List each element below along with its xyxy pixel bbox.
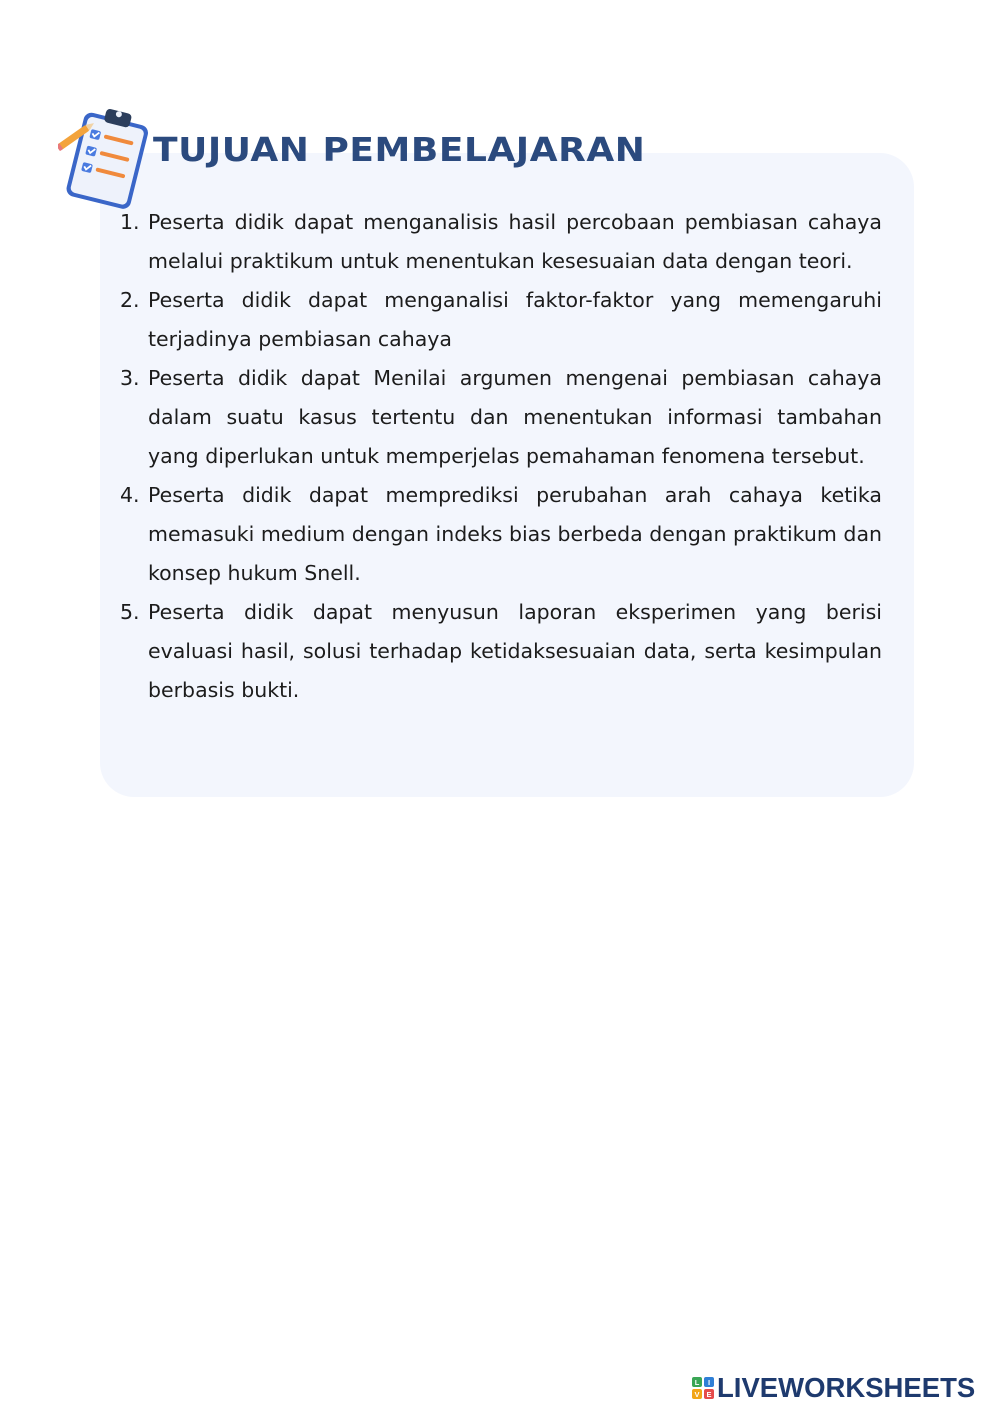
list-item	[120, 593, 882, 710]
clipboard-checklist-icon	[58, 104, 158, 214]
list-item-text: Peserta didik dapat Menilai argumen mengenai pembiasan cahaya dalam suatu kasus tertentu dan menentukan informasi tambahan yang diperlukan untuk memperjelas pemahaman fenomena tersebut.	[148, 366, 882, 468]
logo-letter: L	[694, 1378, 700, 1387]
liveworksheets-logo-icon	[692, 1377, 714, 1399]
list-item	[120, 359, 882, 476]
logo-letter: I	[707, 1378, 711, 1387]
brand-name: LIVEWORKSHEETS	[717, 1372, 976, 1403]
learning-objectives-list	[120, 203, 882, 710]
list-item-text: Peserta didik dapat menganalisis hasil percobaan pembiasan cahaya melalui praktikum untuk menentukan kesesuaian data dengan teori.	[148, 210, 882, 273]
list-item-text: Peserta didik dapat menganalisi faktor-faktor yang memengaruhi terjadinya pembiasan cahaya	[148, 288, 882, 351]
list-item-number: 2.	[120, 288, 140, 312]
list-item-text: Peserta didik dapat menyusun laporan eksperimen yang berisi evaluasi hasil, solusi terhadap ketidaksesuaian data, serta kesimpulan berbasis bukti.	[148, 600, 882, 702]
list-item-number: 1.	[120, 210, 140, 234]
list-item	[120, 281, 882, 359]
list-item	[120, 476, 882, 593]
list-item-number: 5.	[120, 600, 140, 624]
list-item-number: 3.	[120, 366, 140, 390]
logo-letter: V	[694, 1390, 700, 1399]
list-item	[120, 203, 882, 281]
list-item-number: 4.	[120, 483, 140, 507]
logo-letter: E	[706, 1390, 712, 1399]
liveworksheets-brand[interactable]	[692, 1374, 975, 1402]
list-item-text: Peserta didik dapat memprediksi perubahan arah cahaya ketika memasuki medium dengan indeks bias berbeda dengan praktikum dan konsep hukum Snell.	[148, 483, 882, 585]
page-title: TUJUAN PEMBELAJARAN	[153, 130, 646, 169]
